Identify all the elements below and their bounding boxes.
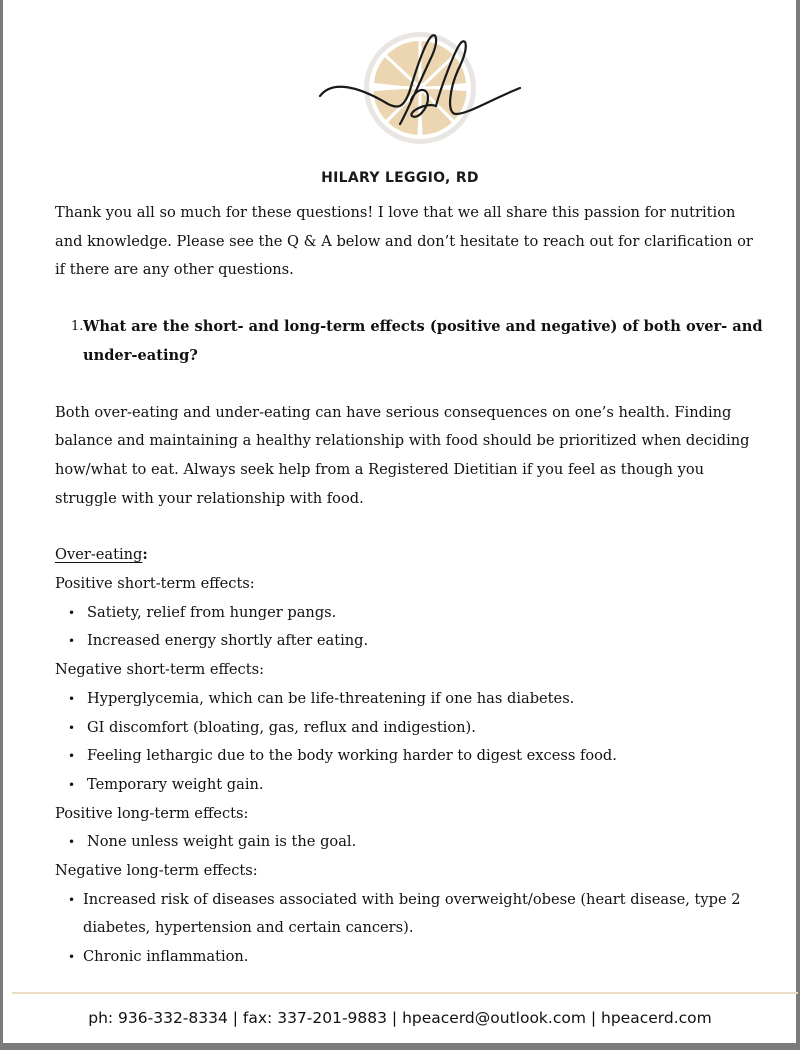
negative-short-term-label: Negative short-term effects:: [55, 661, 264, 679]
bullet-icon: •: [68, 777, 76, 792]
document-body: [55, 199, 767, 972]
answer-paragraph: Both over-eating and under-eating can have serious consequences on one’s health. Finding balance and maintaining a healthy relationship with food should be prioritized when deciding how/what to eat. Always seek help from a Registered Dietitian if you feel as though you struggle with your relationship with food.: [55, 403, 750, 507]
positive-short-term-list: [55, 599, 767, 656]
negative-short-term-list: [55, 685, 767, 800]
list-item: • Temporary weight gain.: [55, 771, 767, 800]
bullet-icon: •: [68, 720, 76, 735]
page-edge-right: [796, 0, 800, 1050]
author-name: HILARY LEGGIO, RD: [321, 170, 479, 186]
bullet-icon: •: [68, 749, 76, 764]
positive-short-term-label: Positive short-term effects:: [55, 575, 255, 593]
footer-contact: ph: 936-332-8334 | fax: 337-201-9883 | hpeacerd@outlook.com | hpeacerd.com: [88, 1009, 712, 1027]
negative-long-term-list: [55, 886, 767, 972]
bullet-icon: •: [68, 892, 76, 907]
positive-long-term-list: [55, 828, 767, 857]
bullet-icon: •: [68, 634, 76, 649]
footer-divider: [12, 992, 798, 994]
list-item: • Feeling lethargic due to the body working harder to digest excess food.: [55, 742, 767, 771]
section-heading-overeating: [55, 541, 767, 570]
bullet-icon: •: [68, 691, 76, 706]
list-item: • Increased energy shortly after eating.: [55, 627, 767, 656]
page-edge-bottom: [0, 1043, 800, 1050]
question-list: [55, 313, 767, 370]
bullet-icon: •: [68, 605, 76, 620]
list-item: • Hyperglycemia, which can be life-threatening if one has diabetes.: [55, 685, 767, 714]
positive-long-term-label: Positive long-term effects:: [55, 804, 249, 822]
list-item: • GI discomfort (bloating, gas, reflux and indigestion).: [55, 714, 767, 743]
section-heading-colon: :: [142, 546, 148, 564]
section-heading-text: Over-eating: [55, 546, 143, 564]
list-item: • None unless weight gain is the goal.: [55, 828, 767, 857]
question-number: 1.: [71, 319, 84, 335]
negative-long-term-label: Negative long-term effects:: [55, 862, 258, 880]
bullet-icon: •: [68, 835, 76, 850]
list-item: • Satiety, relief from hunger pangs.: [55, 599, 767, 628]
question-text: What are the short- and long-term effects (positive and negative) of both over- and under-eating?: [83, 318, 763, 364]
list-item: • Increased risk of diseases associated with being overweight/obese (heart disease, type 2 diabetes, hypertension and certain cancers).: [55, 886, 767, 943]
bullet-icon: •: [68, 950, 76, 965]
list-item: • Chronic inflammation.: [55, 943, 767, 972]
intro-paragraph: Thank you all so much for these questions! I love that we all share this passion for nutrition and knowledge. Please see the Q & A below and don’t hesitate to reach out for clarification or if there are any other questions.: [55, 204, 753, 279]
logo: [318, 30, 522, 150]
page-edge-left: [0, 0, 3, 1050]
question-item: [55, 313, 767, 370]
citrus-slice-icon: [364, 32, 476, 144]
